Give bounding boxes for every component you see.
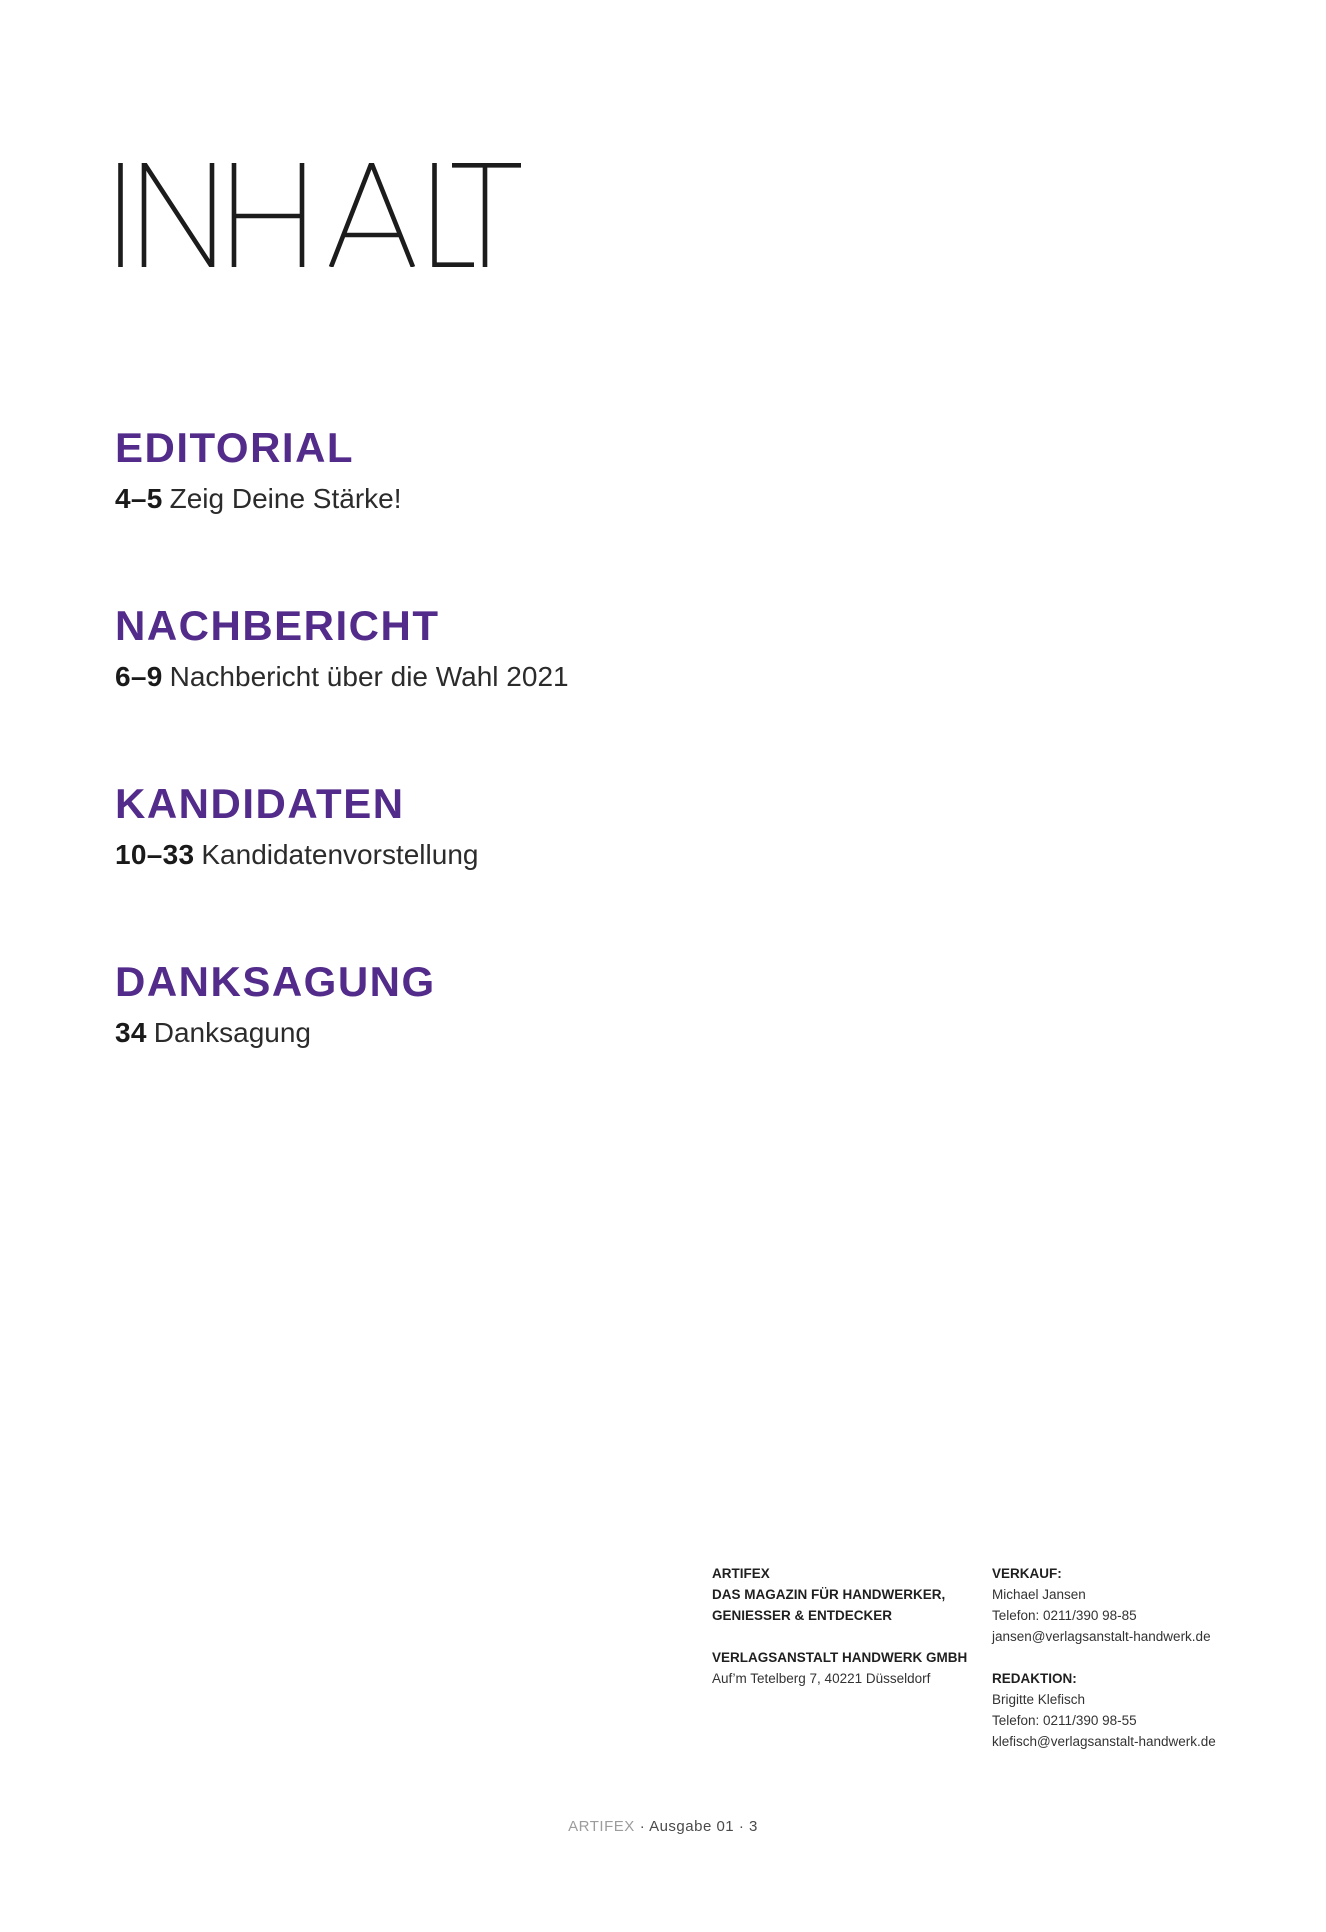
toc-entry (115, 1018, 569, 1048)
toc-section-heading: EDITORIAL (115, 424, 355, 471)
toc-entry (115, 484, 569, 514)
toc-entry-description: Danksagung (153, 1017, 311, 1048)
imprint-editorial-name: Brigitte Klefisch (992, 1692, 1086, 1707)
toc-section-nachbericht (115, 602, 569, 692)
toc-entry-description: Kandidatenvorstellung (201, 839, 479, 870)
footer-brand: ARTIFEX (568, 1818, 635, 1835)
imprint-magazine-tagline-2: GENIESSER & ENTDECKER (712, 1608, 893, 1623)
imprint-publisher-name: VERLAGSANSTALT HANDWERK GMBH (712, 1650, 968, 1665)
inhalt-title-lettering (118, 163, 521, 267)
imprint-sales-phone: Telefon: 0211/390 98-85 (992, 1608, 1137, 1623)
page-title (118, 163, 521, 267)
toc-section-danksagung (115, 958, 569, 1048)
toc-entry-pages: 34 (115, 1017, 147, 1048)
toc-entry-pages: 4–5 (115, 483, 163, 514)
toc-entry (115, 840, 569, 870)
toc-section-heading: KANDIDATEN (115, 780, 405, 827)
imprint-publisher-column (712, 1563, 967, 1689)
imprint-editorial-label: REDAKTION: (992, 1671, 1077, 1686)
imprint-sales-label: VERKAUF: (992, 1566, 1062, 1581)
page-footer (0, 1817, 1326, 1837)
toc-section-heading: DANKSAGUNG (115, 958, 436, 1005)
imprint-contacts-column (992, 1563, 1216, 1752)
toc-entry-pages: 10–33 (115, 839, 195, 870)
toc-entry (115, 662, 569, 692)
toc-entry-pages: 6–9 (115, 661, 163, 692)
imprint-sales-name: Michael Jansen (992, 1587, 1086, 1602)
toc-entry-description: Nachbericht über die Wahl 2021 (169, 661, 569, 692)
toc-entry-description: Zeig Deine Stärke! (169, 483, 402, 514)
toc-section-editorial (115, 424, 569, 514)
toc-section-kandidaten (115, 780, 569, 870)
toc-section-heading: NACHBERICHT (115, 602, 440, 649)
imprint-sales-email: jansen@verlagsanstalt-handwerk.de (992, 1629, 1211, 1644)
imprint-editorial-email: klefisch@verlagsanstalt-handwerk.de (992, 1734, 1216, 1749)
imprint-publisher-address: Auf’m Tetelberg 7, 40221 Düsseldorf (712, 1671, 931, 1686)
imprint-magazine-tagline-1: DAS MAGAZIN FÜR HANDWERKER, (712, 1587, 946, 1602)
table-of-contents (115, 424, 569, 1139)
imprint-editorial-phone: Telefon: 0211/390 98-55 (992, 1713, 1137, 1728)
footer-issue-page: · Ausgabe 01 · 3 (639, 1818, 758, 1835)
imprint-magazine-name: ARTIFEX (712, 1566, 770, 1581)
